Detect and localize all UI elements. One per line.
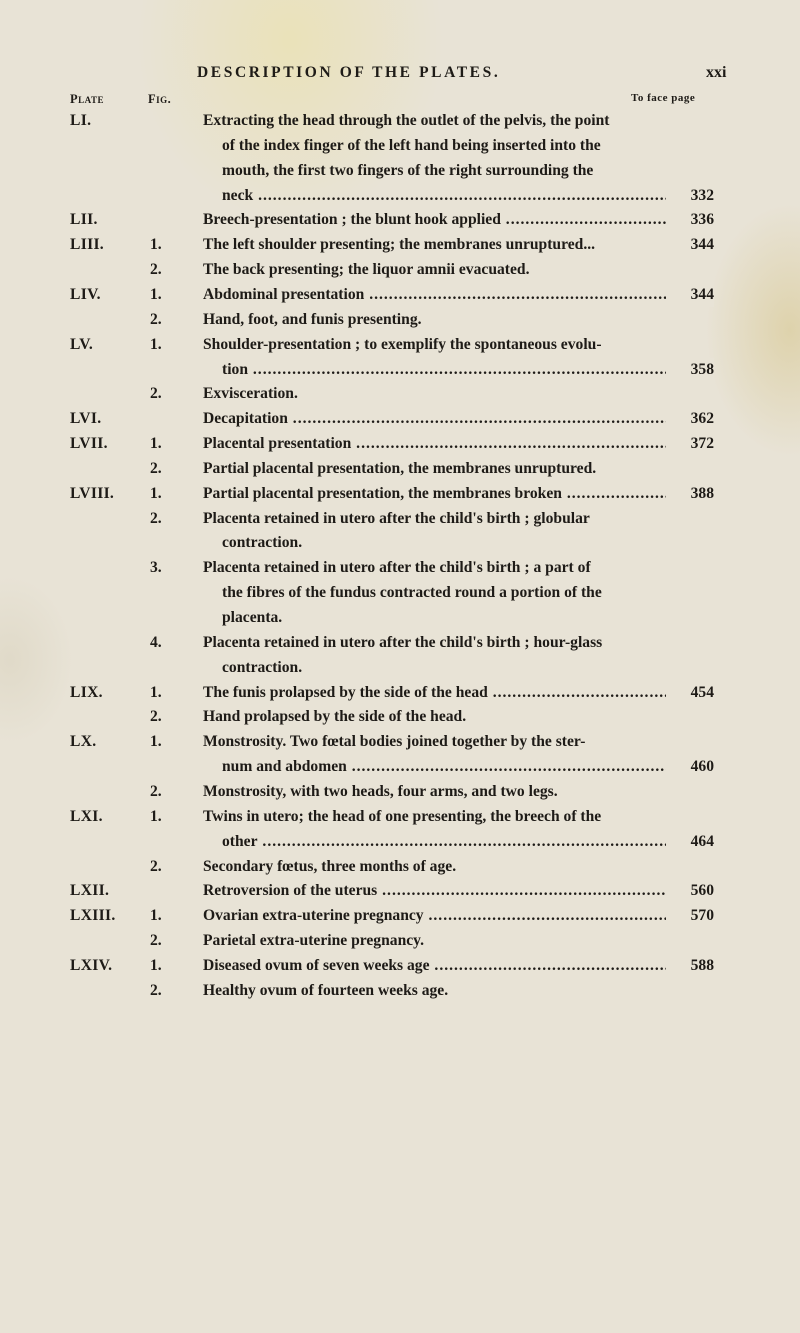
plate-entry-line	[0, 954, 800, 978]
figure-number: 4.	[150, 633, 162, 651]
plate-number: LX.	[70, 733, 97, 751]
plate-number: LVIII.	[70, 484, 115, 502]
facing-page-number: 372	[666, 432, 714, 456]
plate-entry-line	[0, 830, 800, 854]
plate-description: Partial placental presentation, the membranes broken .....	[203, 482, 711, 506]
plate-number: LII.	[70, 211, 98, 229]
facing-page-number: 332	[666, 184, 714, 208]
facing-page-number: 464	[666, 830, 714, 854]
plate-entry-line	[0, 705, 800, 729]
plate-entry-line	[0, 258, 800, 282]
plate-description: Monstrosity. Two fœtal bodies joined together by the ster-	[203, 733, 586, 751]
figure-number: 3.	[150, 559, 162, 577]
plate-entry-line	[0, 109, 800, 133]
plate-description: Decapitation .....	[203, 407, 711, 431]
plate-description: Retroversion of the uterus .....	[203, 879, 711, 903]
figure-number: 1.	[150, 807, 162, 825]
plate-number: LXII.	[70, 882, 110, 900]
plate-number: LI.	[70, 112, 92, 129]
figure-number: 2.	[150, 981, 162, 999]
plate-description: other .....	[222, 830, 711, 854]
figure-number: 1.	[150, 236, 162, 254]
figure-number: 2.	[150, 509, 162, 527]
plate-description: Placenta retained in utero after the child's birth ; a part of	[203, 559, 591, 577]
plate-description: Secondary fœtus, three months of age.	[203, 857, 457, 875]
figure-number: 2.	[150, 857, 162, 875]
plate-entry-line	[0, 159, 800, 183]
plate-number: LVI.	[70, 410, 102, 428]
plate-entry-line	[0, 233, 800, 257]
plate-description: the fibres of the fundus contracted round a portion of the	[222, 584, 602, 602]
plate-entry-line	[0, 358, 800, 382]
plate-description: Placental presentation .....	[203, 432, 711, 456]
facing-page-number: 336	[666, 208, 714, 232]
plate-entry-line	[0, 730, 800, 754]
plate-description: of the index finger of the left hand being inserted into the	[222, 136, 601, 154]
plate-description: Placenta retained in utero after the child's birth ; globular	[203, 509, 590, 527]
header-title: DESCRIPTION OF THE PLATES.	[197, 64, 501, 81]
plate-entry-line	[0, 755, 800, 779]
plate-entry-line	[0, 780, 800, 804]
plate-entry-line	[0, 631, 800, 655]
figure-number: 2.	[150, 385, 162, 403]
facing-page-number: 588	[666, 954, 714, 978]
facing-page-number: 570	[666, 904, 714, 928]
plate-description: Abdominal presentation .....	[203, 283, 711, 307]
plate-description: placenta.	[222, 609, 283, 626]
plate-number: LXI.	[70, 807, 103, 825]
column-heading-fig: Fig.	[148, 92, 172, 106]
plate-entry-line	[0, 134, 800, 158]
figure-number: 2.	[150, 310, 162, 328]
plate-description: The left shoulder presenting; the membranes unruptured...	[203, 236, 596, 254]
plate-description: Ovarian extra-uterine pregnancy .....	[203, 904, 711, 928]
plate-description: Breech-presentation ; the blunt hook applied .....	[203, 208, 711, 232]
facing-page-number: 454	[666, 681, 714, 705]
plate-entry-line	[0, 208, 800, 232]
plate-description: The funis prolapsed by the side of the head .....	[203, 681, 711, 705]
plate-entry-line	[0, 656, 800, 680]
plate-entry-line	[0, 407, 800, 431]
plate-entry-line	[0, 855, 800, 879]
figure-number: 1.	[150, 956, 162, 974]
figure-number: 1.	[150, 285, 162, 303]
plate-entry-line	[0, 432, 800, 456]
facing-page-number: 344	[666, 283, 714, 307]
plate-number: LIV.	[70, 285, 101, 303]
plate-entry-line	[0, 283, 800, 307]
plate-entry-line	[0, 308, 800, 332]
plate-entry-line	[0, 184, 800, 208]
plate-number: LXIV.	[70, 956, 113, 974]
plate-entry-line	[0, 507, 800, 531]
plate-description: Diseased ovum of seven weeks age .....	[203, 954, 711, 978]
plate-entry-line	[0, 805, 800, 829]
plate-description: Partial placental presentation, the membranes unruptured.	[203, 459, 597, 477]
figure-number: 2.	[150, 708, 162, 726]
plate-description: Extracting the head through the outlet of the pelvis, the point	[203, 112, 610, 129]
plate-number: LIX.	[70, 683, 103, 701]
figure-number: 1.	[150, 907, 162, 925]
plate-description: Hand prolapsed by the side of the head.	[203, 708, 467, 726]
plate-entry-line	[0, 556, 800, 580]
plate-entry-line	[0, 333, 800, 357]
plate-description: contraction.	[222, 534, 303, 552]
plate-description: Hand, foot, and funis presenting.	[203, 310, 422, 328]
column-heading-plate: Plate	[70, 92, 104, 106]
plate-description: The back presenting; the liquor amnii evacuated.	[203, 261, 530, 279]
figure-number: 2.	[150, 261, 162, 279]
plate-description: tion .....	[222, 358, 711, 382]
facing-page-number: 358	[666, 358, 714, 382]
plate-entry-line	[0, 929, 800, 953]
plate-entry-line	[0, 531, 800, 555]
plate-description: mouth, the first two fingers of the right surrounding the	[222, 161, 594, 179]
plate-entry-line	[0, 979, 800, 1003]
plate-description: neck .....	[222, 184, 711, 208]
facing-page-number: 460	[666, 755, 714, 779]
plate-description: Exvisceration.	[203, 385, 298, 403]
plate-number: LV.	[70, 335, 94, 353]
figure-number: 2.	[150, 782, 162, 800]
plate-entry-line	[0, 457, 800, 481]
figure-number: 1.	[150, 435, 162, 453]
plate-description: num and abdomen .....	[222, 755, 711, 779]
plate-entry-line	[0, 581, 800, 605]
plate-entry-line	[0, 482, 800, 506]
facing-page-number: 388	[666, 482, 714, 506]
plate-entry-line	[0, 879, 800, 903]
plate-entry-line	[0, 382, 800, 406]
figure-number: 1.	[150, 335, 162, 353]
figure-number: 2.	[150, 459, 162, 477]
plate-description: Monstrosity, with two heads, four arms, and two legs.	[203, 782, 558, 800]
plate-description: Placenta retained in utero after the child's birth ; hour-glass	[203, 633, 603, 651]
plate-number: LVII.	[70, 435, 108, 453]
figure-number: 1.	[150, 733, 162, 751]
facing-page-number: 560	[666, 879, 714, 903]
plate-entry-line	[0, 904, 800, 928]
plate-description: contraction.	[222, 658, 303, 676]
column-heading-page: To face page	[631, 92, 696, 104]
plate-number: LXIII.	[70, 907, 116, 925]
figure-number: 2.	[150, 932, 162, 950]
facing-page-number: 362	[666, 407, 714, 431]
plate-entry-line	[0, 681, 800, 705]
plate-description: Parietal extra-uterine pregnancy.	[203, 932, 424, 950]
plate-description: Twins in utero; the head of one presenting, the breech of the	[203, 807, 602, 825]
header-page-number: xxi	[706, 64, 727, 81]
figure-number: 1.	[150, 683, 162, 701]
plate-description: Shoulder-presentation ; to exemplify the spontaneous evolu-	[203, 335, 602, 353]
facing-page-number: 344	[666, 233, 714, 257]
figure-number: 1.	[150, 484, 162, 502]
plate-number: LIII.	[70, 236, 105, 254]
plate-entry-line	[0, 606, 800, 630]
plate-description: Healthy ovum of fourteen weeks age.	[203, 981, 449, 999]
